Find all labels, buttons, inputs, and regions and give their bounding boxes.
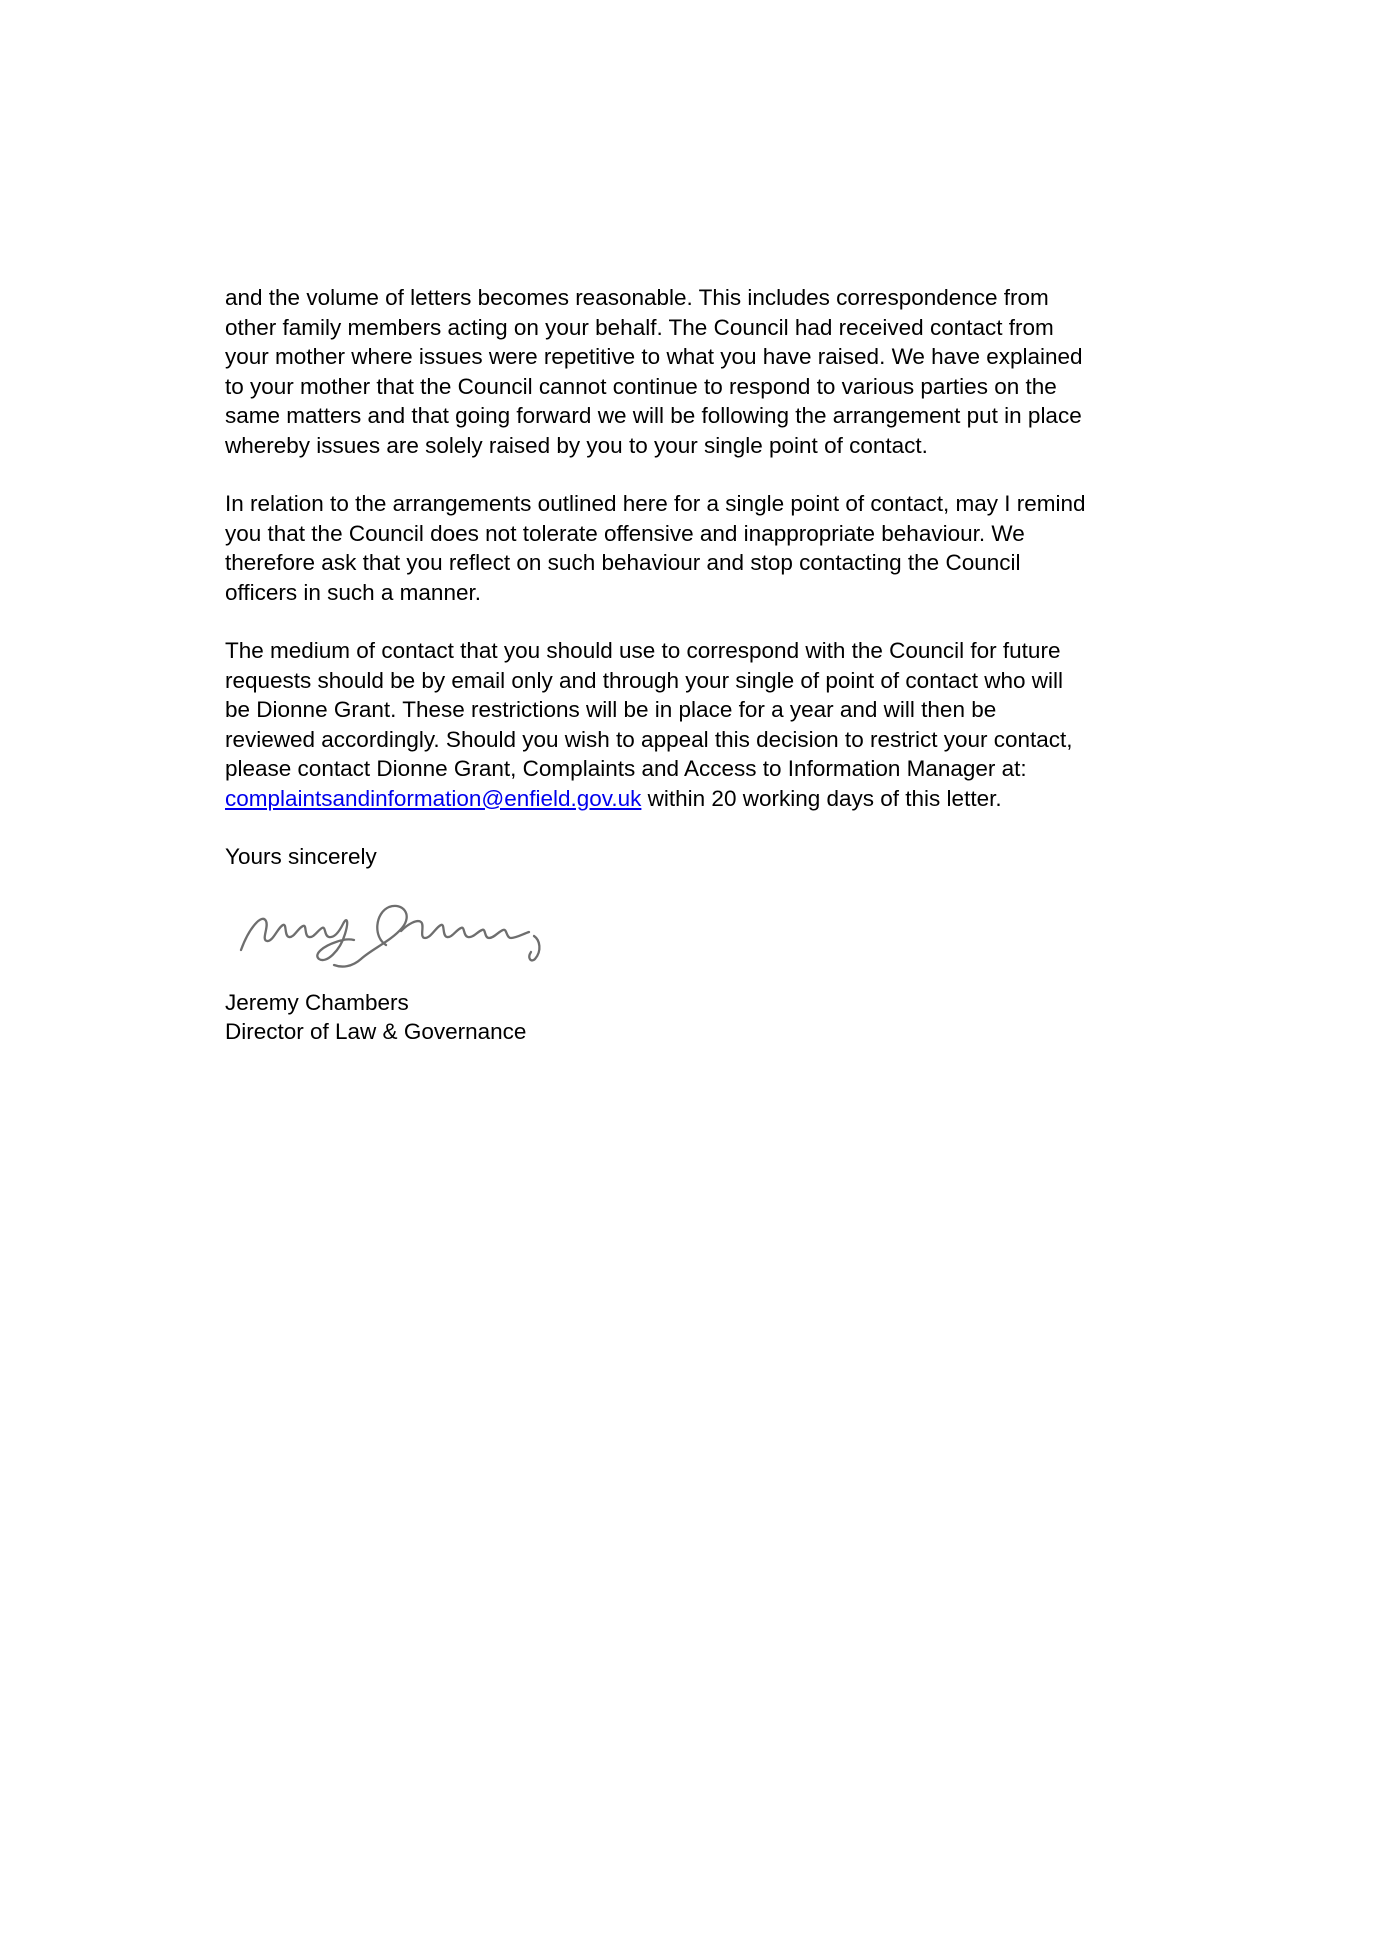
text-line: other family members acting on your behalf. The Council had received contact from [225, 314, 1054, 340]
text-line: officers in such a manner. [225, 579, 481, 605]
text-line: you that the Council does not tolerate offensive and inappropriate behaviour. We [225, 520, 1025, 546]
text-line: therefore ask that you reflect on such behaviour and stop contacting the Council [225, 550, 1021, 575]
text-line: your mother where issues were repetitive to what you have raised. We have explained [225, 344, 1083, 369]
letter-body [225, 283, 1255, 1047]
text-line: be Dionne Grant. These restrictions will be in place for a year and will then be [225, 697, 997, 722]
signatory-title: Director of Law & Governance [225, 1019, 527, 1044]
paragraph-3 [225, 636, 1255, 813]
text-line: requests should be by email only and through your single of point of contact who will [225, 667, 1063, 693]
signature-image [235, 896, 565, 970]
text-line: reviewed accordingly. Should you wish to appeal this decision to restrict your contact, [225, 726, 1073, 752]
closing-salutation: Yours sincerely [225, 844, 377, 869]
text-line: The medium of contact that you should use to correspond with the Council for future [225, 638, 1061, 663]
text-line: whereby issues are solely raised by you to your single point of contact. [225, 432, 928, 458]
text-line: please contact Dionne Grant, Complaints and Access to Information Manager at: [225, 756, 1027, 781]
text-line [225, 784, 1255, 814]
email-link[interactable]: complaintsandinformation@enfield.gov.uk [225, 785, 642, 811]
text-after-link: within 20 working days of this letter. [641, 785, 1002, 811]
signature-scribble [235, 896, 565, 970]
signatory-name: Jeremy Chambers [225, 989, 409, 1015]
text-line: In relation to the arrangements outlined here for a single point of contact, may I remind [225, 491, 1086, 516]
paragraph-2 [225, 489, 1255, 607]
paragraph-1 [225, 283, 1255, 460]
text-line: same matters and that going forward we will be following the arrangement put in place [225, 403, 1082, 428]
text-line: and the volume of letters becomes reasonable. This includes correspondence from [225, 285, 1049, 310]
text-line: to your mother that the Council cannot continue to respond to various parties on the [225, 373, 1057, 399]
